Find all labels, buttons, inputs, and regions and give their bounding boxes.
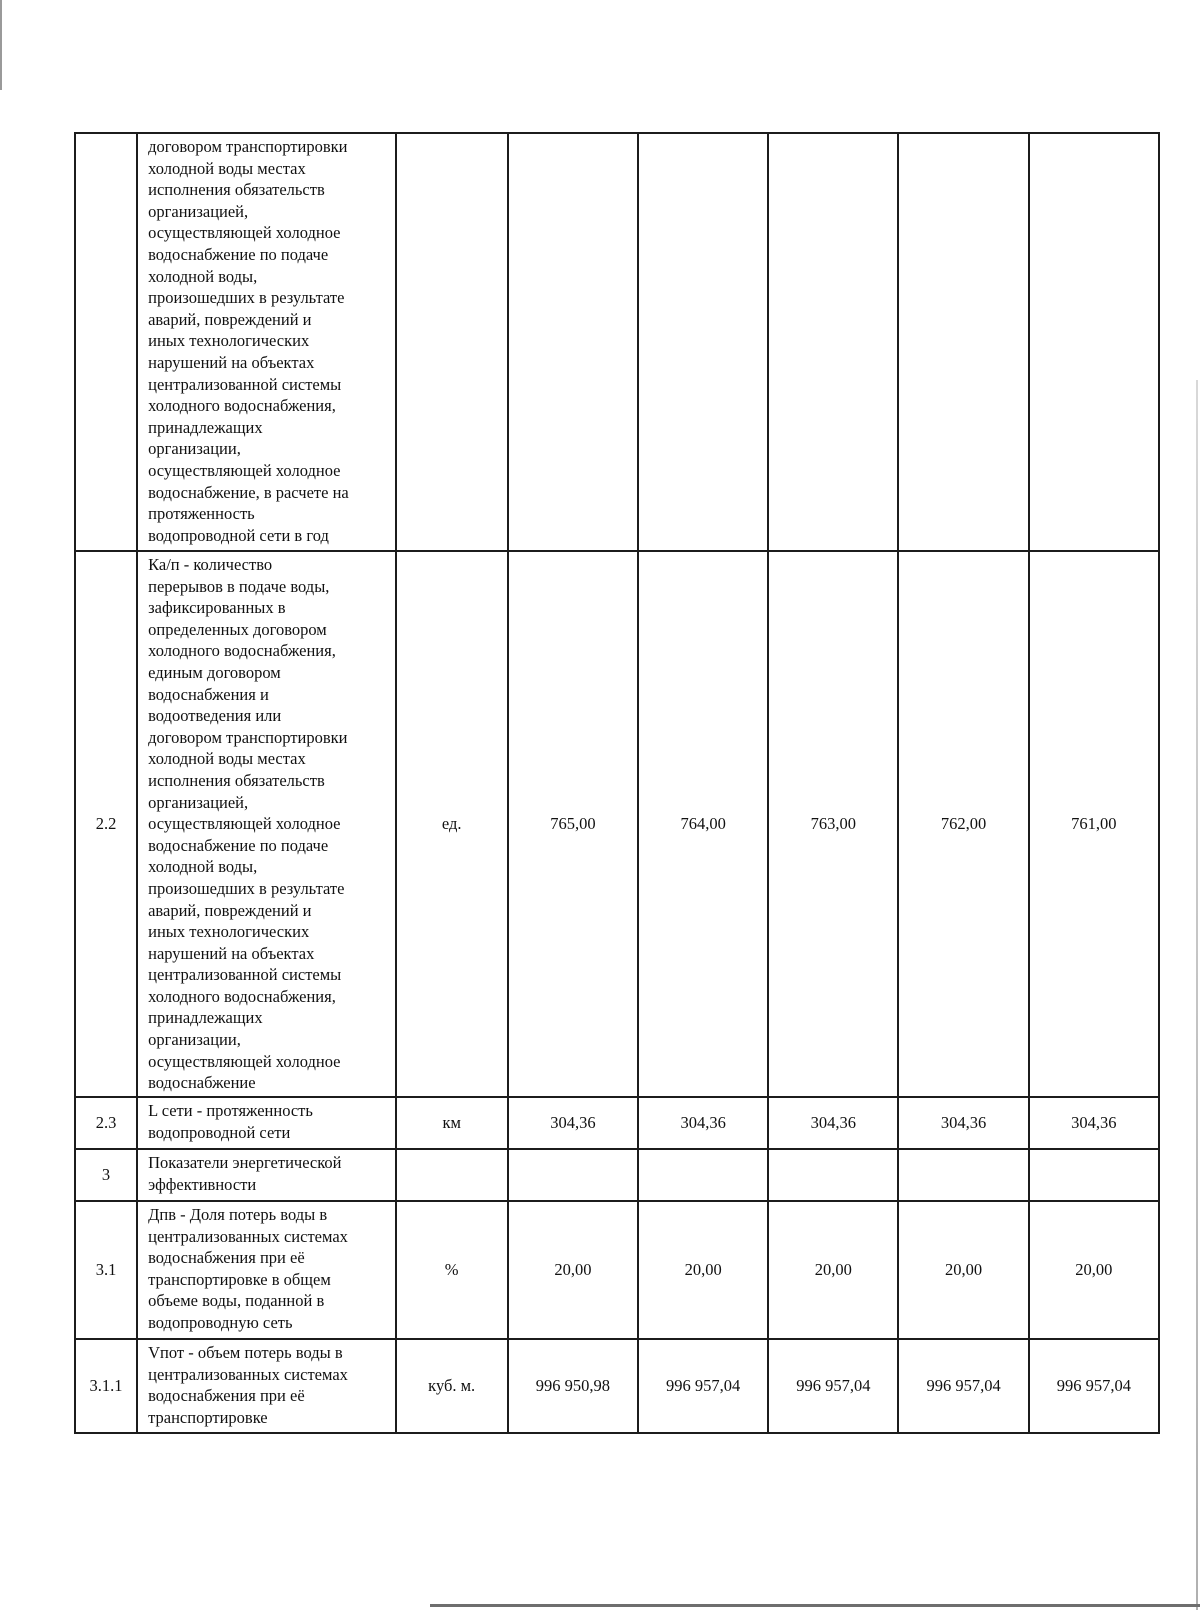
value-cell: 304,36	[1029, 1097, 1159, 1149]
value-cell: 304,36	[638, 1097, 768, 1149]
value-cell: 764,00	[638, 551, 768, 1097]
indicator-name: Дпв - Доля потерь воды в централизованных системах водоснабжения при её транспортировке в общем объеме воды, поданной в водопроводную сеть	[137, 1201, 395, 1339]
value-cell: 20,00	[898, 1201, 1028, 1339]
scan-edge-bottom	[430, 1604, 1200, 1607]
indicator-name: Показатели энергетической эффективности	[137, 1149, 395, 1201]
table-row	[75, 1097, 1159, 1149]
value-cell: 763,00	[768, 551, 898, 1097]
value-cell: 762,00	[898, 551, 1028, 1097]
row-number: 2.3	[75, 1097, 137, 1149]
value-cell: 20,00	[768, 1201, 898, 1339]
value-cell	[768, 1149, 898, 1201]
value-cell: 996 957,04	[768, 1339, 898, 1433]
indicator-name: договором транспортировки холодной воды местах исполнения обязательств организацией, осуществляющей холодное водоснабжение по подаче холодной воды, произошедших в результате аварий, повреждений и иных технологических нарушений на объектах централизованной системы холодного водоснабжения, принадлежащих организации, осуществляющей холодное водоснабжение, в расчете на протяженность водопроводной сети в год	[137, 133, 395, 551]
unit-cell: км	[396, 1097, 508, 1149]
value-cell	[638, 133, 768, 551]
value-cell	[1029, 1149, 1159, 1201]
value-cell: 304,36	[768, 1097, 898, 1149]
row-number: 3	[75, 1149, 137, 1201]
value-cell: 20,00	[1029, 1201, 1159, 1339]
scan-edge-left	[0, 0, 2, 90]
value-cell	[638, 1149, 768, 1201]
indicator-name: L сети - протяженность водопроводной сети	[137, 1097, 395, 1149]
indicator-name: Vпот - объем потерь воды в централизованных системах водоснабжения при её транспортировке	[137, 1339, 395, 1433]
value-cell	[898, 133, 1028, 551]
table-row	[75, 551, 1159, 1097]
row-number: 2.2	[75, 551, 137, 1097]
value-cell	[898, 1149, 1028, 1201]
table-row	[75, 133, 1159, 551]
value-cell: 996 957,04	[638, 1339, 768, 1433]
value-cell: 761,00	[1029, 551, 1159, 1097]
indicators-table	[74, 132, 1160, 1434]
value-cell: 996 957,04	[1029, 1339, 1159, 1433]
value-cell: 304,36	[508, 1097, 638, 1149]
unit-cell	[396, 133, 508, 551]
table-row	[75, 1201, 1159, 1339]
unit-cell: ед.	[396, 551, 508, 1097]
value-cell	[768, 133, 898, 551]
value-cell: 765,00	[508, 551, 638, 1097]
unit-cell	[396, 1149, 508, 1201]
value-cell: 304,36	[898, 1097, 1028, 1149]
row-number: 3.1.1	[75, 1339, 137, 1433]
unit-cell: %	[396, 1201, 508, 1339]
row-number	[75, 133, 137, 551]
scan-edge-right	[1196, 380, 1198, 1610]
row-number: 3.1	[75, 1201, 137, 1339]
value-cell	[508, 1149, 638, 1201]
unit-cell: куб. м.	[396, 1339, 508, 1433]
table-row	[75, 1149, 1159, 1201]
value-cell	[508, 133, 638, 551]
table-row	[75, 1339, 1159, 1433]
value-cell: 20,00	[638, 1201, 768, 1339]
value-cell: 20,00	[508, 1201, 638, 1339]
value-cell	[1029, 133, 1159, 551]
indicator-name: Ка/п - количество перерывов в подаче воды, зафиксированных в определенных договором холодного водоснабжения, единым договором водоснабжения и водоотведения или договором транспортировки холодной воды местах исполнения обязательств организацией, осуществляющей холодное водоснабжение по подаче холодной воды, произошедших в результате аварий, повреждений и иных технологических нарушений на объектах централизованной системы холодного водоснабжения, принадлежащих организации, осуществляющей холодное водоснабжение	[137, 551, 395, 1097]
value-cell: 996 957,04	[898, 1339, 1028, 1433]
value-cell: 996 950,98	[508, 1339, 638, 1433]
